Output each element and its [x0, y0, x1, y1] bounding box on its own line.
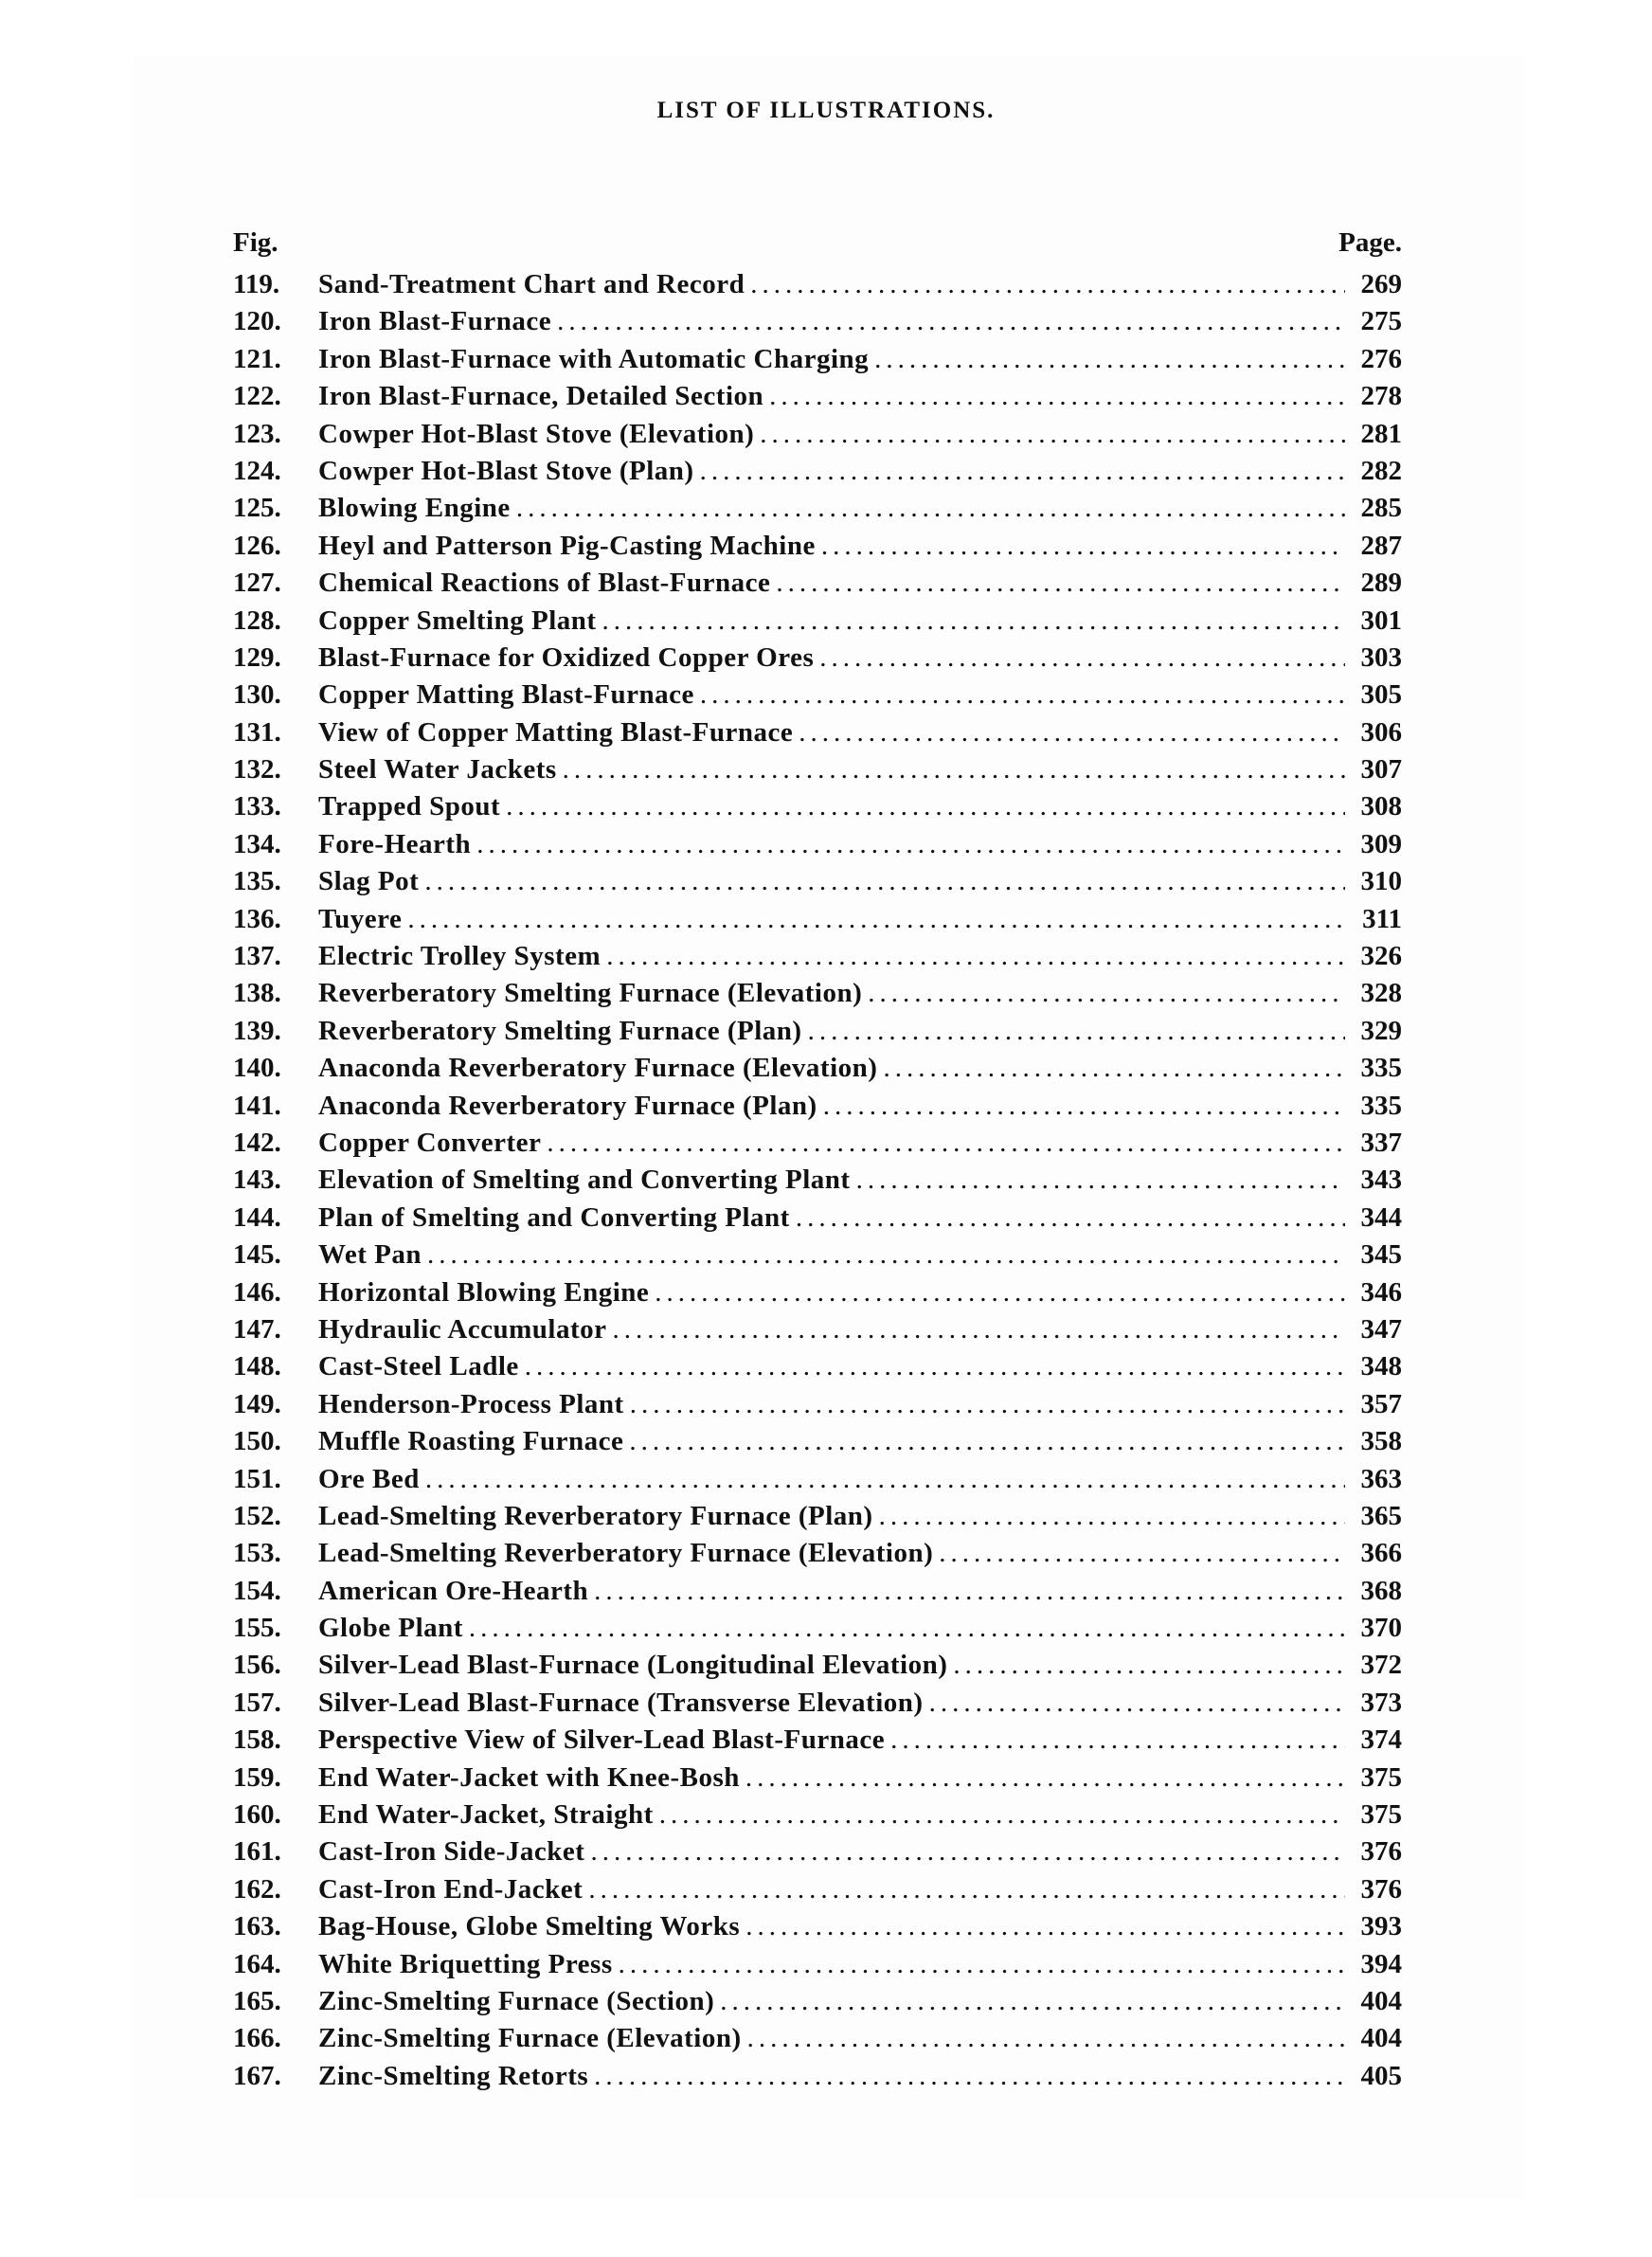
page-number: 404	[1360, 2023, 1402, 2054]
dot-leader	[745, 1760, 1345, 1797]
figure-number: 151.	[233, 1463, 281, 1494]
list-item	[233, 1348, 1402, 1385]
dot-leader	[629, 1423, 1345, 1460]
figure-number: 130.	[233, 679, 281, 711]
page-number: 375	[1360, 1799, 1402, 1831]
page-number: 405	[1360, 2060, 1402, 2091]
figure-title: Perspective View of Silver-Lead Blast-Furnace	[318, 1724, 886, 1756]
page-number: 335	[1360, 1090, 1402, 1121]
page-number: 337	[1360, 1127, 1402, 1158]
list-item	[233, 826, 1402, 863]
list-item	[233, 2058, 1402, 2095]
figure-number: 160.	[233, 1799, 281, 1831]
list-item	[233, 528, 1402, 565]
figure-title: Ore Bed	[318, 1463, 420, 1494]
figure-number: 159.	[233, 1761, 281, 1793]
list-item	[233, 1871, 1402, 1908]
figure-title: Muffle Roasting Furnace	[318, 1426, 624, 1457]
figure-number: 155.	[233, 1613, 281, 1644]
list-item	[233, 1722, 1402, 1759]
figure-number: 122.	[233, 381, 281, 412]
dot-leader	[476, 826, 1345, 863]
dot-leader	[613, 1311, 1345, 1348]
page-number: 326	[1360, 941, 1402, 972]
page-number: 311	[1362, 903, 1402, 934]
dot-leader	[796, 1200, 1345, 1237]
figure-number: 138.	[233, 978, 281, 1009]
figure-number: 140.	[233, 1053, 281, 1084]
figure-title: Iron Blast-Furnace with Automatic Charging	[318, 343, 870, 374]
list-item	[233, 565, 1402, 602]
figure-number: 146.	[233, 1276, 281, 1308]
figure-title: Copper Matting Blast-Furnace	[318, 679, 694, 711]
figure-number: 163.	[233, 1911, 281, 1942]
dot-leader	[424, 863, 1345, 900]
figure-number: 142.	[233, 1127, 281, 1158]
list-item	[233, 1535, 1402, 1572]
page-number: 347	[1360, 1313, 1402, 1345]
list-item	[233, 2020, 1402, 2057]
dot-leader	[939, 1535, 1345, 1572]
figure-number: 123.	[233, 418, 281, 449]
page-number: 404	[1360, 1985, 1402, 2016]
page-number: 276	[1360, 343, 1402, 374]
list-item	[233, 1423, 1402, 1460]
dot-leader	[630, 1386, 1345, 1423]
figure-title: Reverberatory Smelting Furnace (Elevation)	[318, 978, 863, 1009]
page-number: 376	[1360, 1836, 1402, 1868]
page-number: 366	[1360, 1538, 1402, 1569]
page-number: 394	[1360, 1948, 1402, 1979]
page-number: 282	[1360, 455, 1402, 486]
list-item	[233, 938, 1402, 975]
dot-leader	[750, 266, 1345, 303]
figure-title: Zinc-Smelting Furnace (Elevation)	[318, 2023, 742, 2054]
page-number: 285	[1360, 493, 1402, 524]
figure-number: 145.	[233, 1239, 281, 1271]
figure-number: 166.	[233, 2023, 281, 2054]
list-item	[233, 378, 1402, 415]
list-item	[233, 1685, 1402, 1722]
list-item	[233, 1274, 1402, 1311]
list-item	[233, 975, 1402, 1012]
figure-title: Plan of Smelting and Converting Plant	[318, 1201, 790, 1233]
dot-leader	[799, 714, 1345, 751]
figure-title: Heyl and Patterson Pig-Casting Machine	[318, 530, 816, 561]
figure-title: Bag-House, Globe Smelting Works	[318, 1911, 741, 1942]
list-item	[233, 901, 1402, 938]
figure-title: Horizontal Blowing Engine	[318, 1276, 650, 1308]
dot-leader	[821, 528, 1345, 565]
list-item	[233, 453, 1402, 490]
list-item	[233, 1833, 1402, 1870]
list-item	[233, 1498, 1402, 1535]
dot-leader	[769, 378, 1345, 415]
figure-title: Iron Blast-Furnace	[318, 306, 552, 337]
page-number: 376	[1360, 1873, 1402, 1905]
dot-leader	[590, 1833, 1345, 1870]
dot-leader	[745, 1908, 1345, 1945]
page-number: 281	[1360, 418, 1402, 449]
page-number: 370	[1360, 1613, 1402, 1644]
figure-number: 119.	[233, 269, 280, 299]
list-item	[233, 1311, 1402, 1348]
dot-leader	[747, 2020, 1345, 2057]
figure-title: Trapped Spout	[318, 791, 501, 822]
page-number: 306	[1360, 716, 1402, 748]
list-item	[233, 1125, 1402, 1162]
figure-number: 137.	[233, 941, 281, 972]
figure-title: Anaconda Reverberatory Furnace (Elevation)	[318, 1053, 878, 1084]
page-number: 343	[1360, 1165, 1402, 1196]
dot-leader	[506, 788, 1345, 825]
figure-title: Silver-Lead Blast-Furnace (Transverse Elevation)	[318, 1687, 924, 1718]
figure-number: 153.	[233, 1538, 281, 1569]
list-item	[233, 714, 1402, 751]
figure-title: Iron Blast-Furnace, Detailed Section	[318, 381, 764, 412]
list-item	[233, 303, 1402, 340]
figure-title: Copper Smelting Plant	[318, 605, 597, 636]
list-item	[233, 266, 1402, 303]
figure-number: 149.	[233, 1388, 281, 1419]
figure-number: 132.	[233, 754, 281, 785]
figure-title: Cast-Iron End-Jacket	[318, 1873, 584, 1905]
page-number: 289	[1360, 568, 1402, 599]
page-number: 372	[1360, 1650, 1402, 1681]
page-number: 345	[1360, 1239, 1402, 1271]
figure-title: Blast-Furnace for Oxidized Copper Ores	[318, 641, 815, 673]
page-number: 346	[1360, 1276, 1402, 1308]
dot-leader	[883, 1050, 1345, 1087]
figure-title: Tuyere	[318, 903, 403, 934]
list-item	[233, 1760, 1402, 1797]
column-header-page: Page.	[1338, 227, 1402, 258]
figure-number: 133.	[233, 791, 281, 822]
figure-title: Electric Trolley System	[318, 941, 602, 972]
figure-number: 128.	[233, 605, 281, 636]
dot-leader	[525, 1348, 1345, 1385]
list-item	[233, 603, 1402, 640]
figure-number: 152.	[233, 1500, 281, 1531]
figure-number: 139.	[233, 1015, 281, 1046]
list-item	[233, 1647, 1402, 1684]
dot-leader	[588, 1871, 1345, 1908]
list-item	[233, 1386, 1402, 1423]
list-item	[233, 1797, 1402, 1833]
dot-leader	[823, 1088, 1345, 1125]
figure-title: Cast-Iron Side-Jacket	[318, 1836, 585, 1868]
page-number: 278	[1360, 381, 1402, 412]
figure-number: 120.	[233, 306, 281, 337]
dot-leader	[856, 1162, 1345, 1199]
figure-number: 158.	[233, 1724, 281, 1756]
list-item	[233, 1610, 1402, 1647]
page-title: LIST OF ILLUSTRATIONS.	[656, 98, 996, 123]
figure-number: 135.	[233, 866, 281, 897]
figure-title: View of Copper Matting Blast-Furnace	[318, 716, 794, 748]
figure-number: 162.	[233, 1873, 281, 1905]
figure-number: 161.	[233, 1836, 281, 1868]
dot-leader	[760, 416, 1345, 453]
figure-title: Cowper Hot-Blast Stove (Elevation)	[318, 418, 755, 449]
figure-number: 127.	[233, 568, 281, 599]
page-number: 344	[1360, 1201, 1402, 1233]
list-item	[233, 751, 1402, 788]
column-header-fig: Fig.	[233, 227, 278, 258]
list-item	[233, 1050, 1402, 1087]
dot-leader	[953, 1647, 1345, 1684]
page-number: 368	[1360, 1575, 1402, 1606]
figure-title: Cast-Steel Ladle	[318, 1351, 519, 1382]
figure-number: 129.	[233, 641, 281, 673]
dot-leader	[874, 341, 1345, 378]
figure-number: 134.	[233, 828, 281, 859]
figure-title: Steel Water Jackets	[318, 754, 557, 785]
dot-leader	[594, 1573, 1345, 1610]
figure-title: Elevation of Smelting and Converting Plant	[318, 1165, 851, 1196]
list-item	[233, 788, 1402, 825]
figure-number: 164.	[233, 1948, 281, 1979]
list-item	[233, 416, 1402, 453]
page-number: 357	[1360, 1388, 1402, 1419]
list-item	[233, 1946, 1402, 1983]
figure-title: Lead-Smelting Reverberatory Furnace (Elevation)	[318, 1538, 934, 1569]
list-item	[233, 341, 1402, 378]
dot-leader	[407, 901, 1345, 938]
dot-leader	[700, 677, 1345, 713]
figure-title: Blowing Engine	[318, 493, 511, 524]
figure-number: 125.	[233, 493, 281, 524]
figure-title: Zinc-Smelting Furnace (Section)	[318, 1985, 715, 2016]
page-number: 303	[1360, 641, 1402, 673]
figure-number: 131.	[233, 716, 281, 748]
dot-leader	[890, 1722, 1345, 1759]
figure-number: 156.	[233, 1650, 281, 1681]
list-item	[233, 1573, 1402, 1610]
figure-title: Lead-Smelting Reverberatory Furnace (Plan)	[318, 1500, 873, 1531]
figure-title: Silver-Lead Blast-Furnace (Longitudinal Elevation)	[318, 1650, 948, 1681]
figure-title: White Briquetting Press	[318, 1948, 613, 1979]
page-number: 305	[1360, 679, 1402, 711]
list-item	[233, 677, 1402, 713]
dot-leader	[469, 1610, 1345, 1647]
figure-title: Anaconda Reverberatory Furnace (Plan)	[318, 1090, 817, 1121]
figure-title: Hydraulic Accumulator	[318, 1313, 607, 1345]
dot-leader	[427, 1237, 1345, 1273]
page-number: 309	[1360, 828, 1402, 859]
dot-leader	[606, 938, 1345, 975]
page-number: 363	[1360, 1463, 1402, 1494]
dot-leader	[516, 490, 1345, 527]
dot-leader	[557, 303, 1345, 340]
dot-leader	[547, 1125, 1345, 1162]
dot-leader	[868, 975, 1345, 1012]
dot-leader	[602, 603, 1345, 640]
dot-leader	[720, 1983, 1345, 2020]
figure-title: End Water-Jacket with Knee-Bosh	[318, 1761, 740, 1793]
list-item	[233, 1162, 1402, 1199]
figure-number: 126.	[233, 530, 281, 561]
page-number: 275	[1360, 306, 1402, 337]
figure-number: 150.	[233, 1426, 281, 1457]
dot-leader	[425, 1461, 1345, 1498]
dot-leader	[700, 453, 1345, 490]
illustration-list	[233, 266, 1402, 2095]
list-item	[233, 640, 1402, 677]
dot-leader	[929, 1685, 1345, 1722]
figure-number: 147.	[233, 1313, 281, 1345]
page-number: 374	[1360, 1724, 1402, 1756]
page-number: 393	[1360, 1911, 1402, 1942]
page-number: 287	[1360, 530, 1402, 561]
figure-title: Zinc-Smelting Retorts	[318, 2060, 589, 2091]
dot-leader	[619, 1946, 1345, 1983]
dot-leader	[808, 1013, 1345, 1050]
figure-number: 143.	[233, 1165, 281, 1196]
list-item	[233, 1983, 1402, 2020]
figure-title: Globe Plant	[318, 1613, 463, 1644]
list-item	[233, 1088, 1402, 1125]
list-item	[233, 490, 1402, 527]
figure-number: 121.	[233, 343, 281, 374]
figure-title: Henderson-Process Plant	[318, 1388, 624, 1419]
figure-title: Sand-Treatment Chart and Record	[318, 269, 745, 299]
figure-title: Chemical Reactions of Blast-Furnace	[318, 568, 771, 599]
page-number: 269	[1360, 269, 1402, 299]
page-number: 308	[1360, 791, 1402, 822]
figure-number: 157.	[233, 1687, 281, 1718]
page-number: 329	[1360, 1015, 1402, 1046]
dot-leader	[659, 1797, 1345, 1833]
figure-title: Cowper Hot-Blast Stove (Plan)	[318, 455, 694, 486]
page-number: 375	[1360, 1761, 1402, 1793]
figure-title: End Water-Jacket, Straight	[318, 1799, 654, 1831]
figure-title: American Ore-Hearth	[318, 1575, 589, 1606]
page-number: 310	[1360, 866, 1402, 897]
page-number: 328	[1360, 978, 1402, 1009]
dot-leader	[819, 640, 1345, 677]
figure-title: Fore-Hearth	[318, 828, 472, 859]
figure-number: 141.	[233, 1090, 281, 1121]
figure-title: Reverberatory Smelting Furnace (Plan)	[318, 1015, 802, 1046]
figure-number: 165.	[233, 1985, 281, 2016]
dot-leader	[563, 751, 1345, 788]
page-number: 358	[1360, 1426, 1402, 1457]
figure-title: Slag Pot	[318, 866, 420, 897]
figure-number: 148.	[233, 1351, 281, 1382]
figure-number: 167.	[233, 2060, 281, 2091]
figure-number: 124.	[233, 455, 281, 486]
page-number: 335	[1360, 1053, 1402, 1084]
list-item	[233, 863, 1402, 900]
figure-number: 154.	[233, 1575, 281, 1606]
list-item	[233, 1013, 1402, 1050]
dot-leader	[776, 565, 1345, 602]
page-number: 373	[1360, 1687, 1402, 1718]
dot-leader	[594, 2058, 1345, 2095]
figure-title: Wet Pan	[318, 1239, 422, 1271]
list-item	[233, 1461, 1402, 1498]
figure-number: 136.	[233, 903, 281, 934]
list-item	[233, 1908, 1402, 1945]
list-item	[233, 1237, 1402, 1273]
page-number: 307	[1360, 754, 1402, 785]
page-number: 348	[1360, 1351, 1402, 1382]
dot-leader	[879, 1498, 1345, 1535]
dot-leader	[655, 1274, 1345, 1311]
list-item	[233, 1200, 1402, 1237]
figure-title: Copper Converter	[318, 1127, 542, 1158]
page-number: 301	[1360, 605, 1402, 636]
figure-number: 144.	[233, 1201, 281, 1233]
page-number: 365	[1360, 1500, 1402, 1531]
